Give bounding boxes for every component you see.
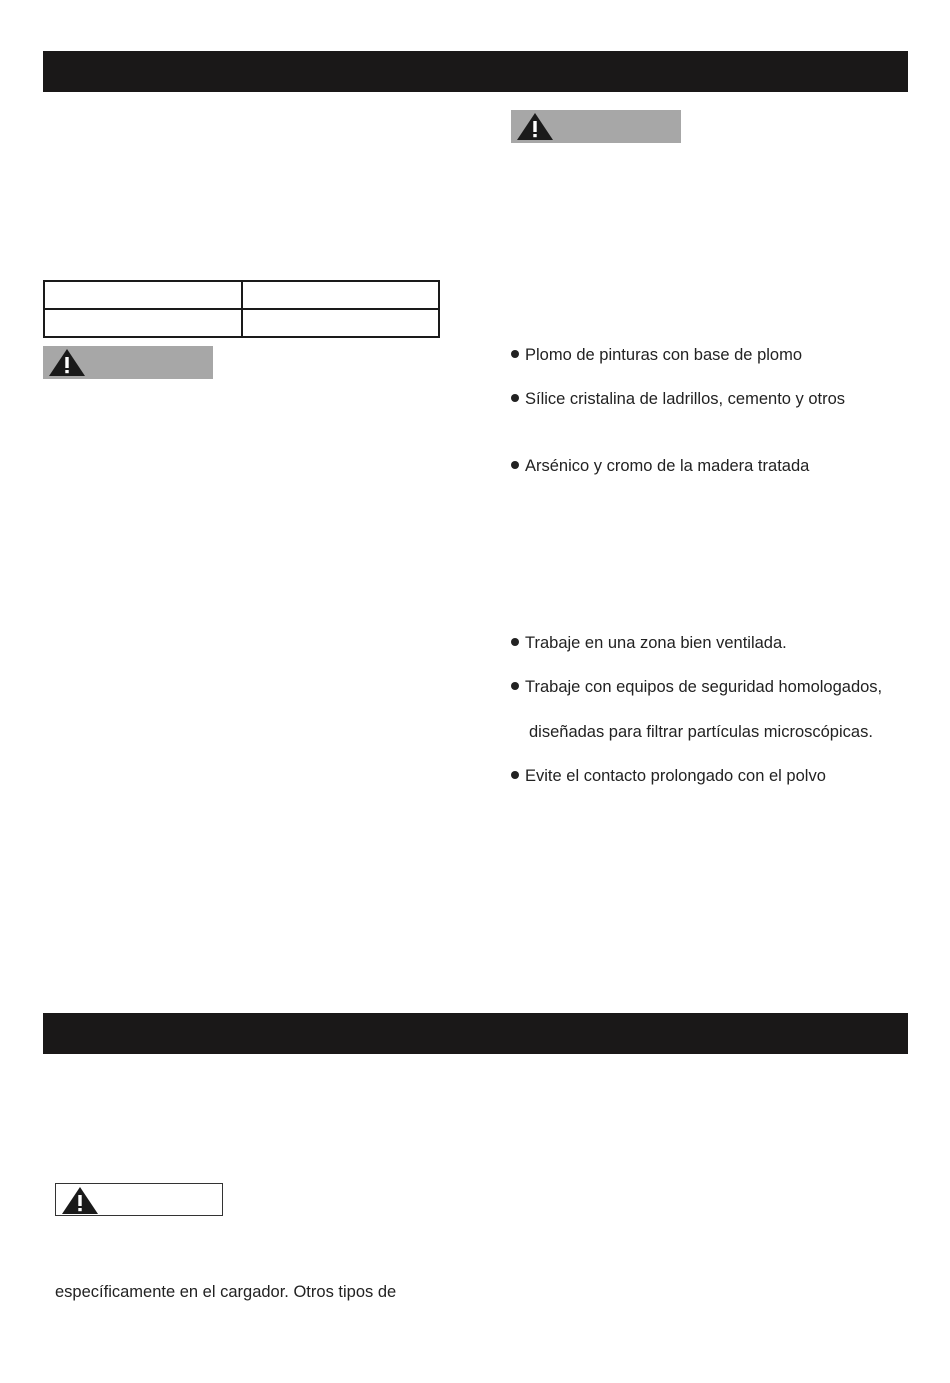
list-item [511,766,826,786]
table-row [44,309,439,337]
bullet-icon [511,350,519,358]
list-item-continuation: diseñadas para filtrar partículas microscópicas. [529,723,873,741]
list-item-text: Trabaje en una zona bien ventilada. [525,634,787,652]
warning-label-right [511,110,681,143]
warning-label-left [43,346,213,379]
section-header-bar-top [43,51,908,92]
table-row [44,281,439,309]
charger-text-line: específicamente en el cargador. Otros tipos de [55,1283,397,1301]
table-cell [44,281,242,309]
list-item [511,389,845,409]
list-item-text: Evite el contacto prolongado con el polvo [525,767,826,785]
bullet-icon [511,461,519,469]
list-item [511,633,787,653]
list-item-text: Trabaje con equipos de seguridad homologados, [525,678,883,696]
warning-triangle-icon [516,112,554,141]
list-item [511,456,809,476]
bullet-icon [511,638,519,646]
table-cell [242,281,440,309]
list-item [511,677,882,697]
section-header-bar-bottom [43,1013,908,1054]
list-item-text: Sílice cristalina de ladrillos, cemento y otros [525,390,846,408]
table-cell [242,309,440,337]
table-cell [44,309,242,337]
warning-triangle-icon [61,1186,99,1215]
bullet-icon [511,682,519,690]
spec-table [43,280,440,338]
list-item [511,345,802,365]
list-item-text: Plomo de pinturas con base de plomo [525,346,803,364]
warning-triangle-icon [48,348,86,377]
list-item-text: Arsénico y cromo de la madera tratada [525,457,810,475]
bullet-icon [511,394,519,402]
bullet-icon [511,771,519,779]
warning-label-bottom [55,1183,223,1216]
